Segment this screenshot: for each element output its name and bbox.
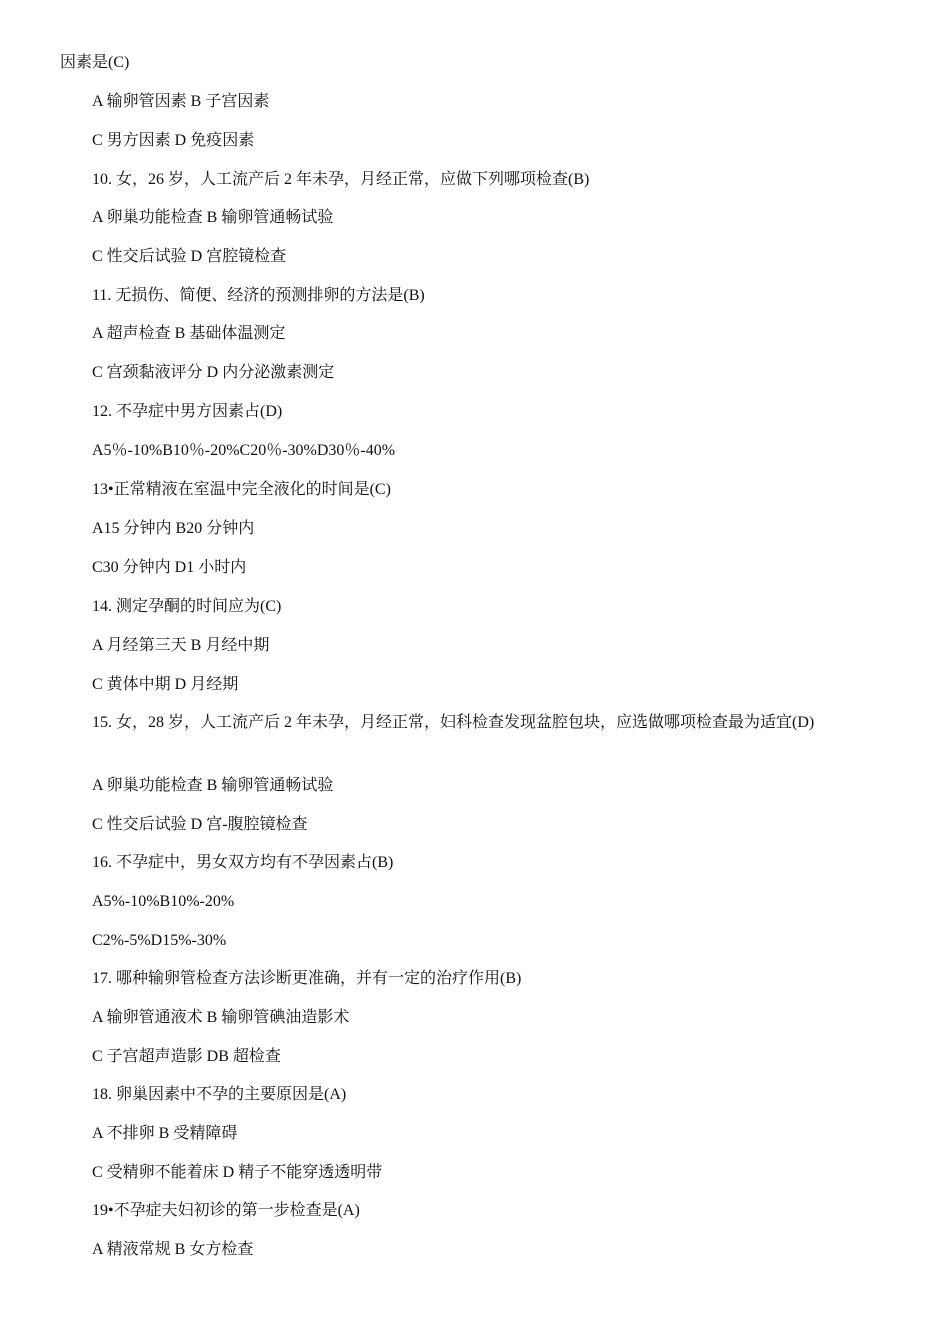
option-line: C 子宫超声造影 DB 超检查 xyxy=(92,1048,281,1065)
option-line: A 卵巢功能检查 B 输卵管通畅试验 xyxy=(92,209,334,226)
question-line: 16. 不孕症中，男女双方均有不孕因素占(B) xyxy=(92,854,394,871)
question-line: 17. 哪种输卵管检查方法诊断更准确，并有一定的治疗作用(B) xyxy=(92,970,522,987)
option-line: C2%-5%D15%-30% xyxy=(92,932,227,949)
option-line: A 超声检查 B 基础体温测定 xyxy=(92,325,286,342)
option-line: C 宫颈黏液评分 D 内分泌激素测定 xyxy=(92,364,335,381)
text-line: 因素是(C) xyxy=(60,54,130,71)
option-line: C30 分钟内 D1 小时内 xyxy=(92,559,247,576)
option-line: C 男方因素 D 免疫因素 xyxy=(92,132,255,149)
option-line: A5%-10%B10%-20% xyxy=(92,893,235,910)
question-line: 15. 女，28 岁，人工流产后 2 年未孕，月经正常，妇科检查发现盆腔包块，应选做哪项检查最为适宜(D) xyxy=(92,714,815,731)
option-line: A5％-10%B10％-20%C20％-30%D30％-40% xyxy=(92,442,396,459)
question-line: 12. 不孕症中男方因素占(D) xyxy=(92,403,283,420)
option-line: C 受精卵不能着床 D 精子不能穿透透明带 xyxy=(92,1164,383,1181)
option-line: A15 分钟内 B20 分钟内 xyxy=(92,520,255,537)
option-line: A 月经第三天 B 月经中期 xyxy=(92,637,270,654)
option-line: C 性交后试验 D 宫-腹腔镜检查 xyxy=(92,816,308,833)
question-line: 19•不孕症夫妇初诊的第一步检查是(A) xyxy=(92,1202,360,1219)
option-line: C 黄体中期 D 月经期 xyxy=(92,676,239,693)
question-line: 13•正常精液在室温中完全液化的时间是(C) xyxy=(92,481,391,498)
question-line: 11. 无损伤、简便、经济的预测排卵的方法是(B) xyxy=(92,287,425,304)
question-line: 14. 测定孕酮的时间应为(C) xyxy=(92,598,282,615)
option-line: A 不排卵 B 受精障碍 xyxy=(92,1125,238,1142)
question-line: 18. 卵巢因素中不孕的主要原因是(A) xyxy=(92,1086,347,1103)
option-line: A 卵巢功能检查 B 输卵管通畅试验 xyxy=(92,777,334,794)
option-line: A 精液常规 B 女方检查 xyxy=(92,1241,254,1258)
option-line: C 性交后试验 D 宫腔镜检查 xyxy=(92,248,287,265)
option-line: A 输卵管通液术 B 输卵管碘油造影术 xyxy=(92,1009,350,1026)
option-line: A 输卵管因素 B 子宫因素 xyxy=(92,93,270,110)
question-line: 10. 女，26 岁，人工流产后 2 年未孕，月经正常，应做下列哪项检查(B) xyxy=(92,171,590,188)
